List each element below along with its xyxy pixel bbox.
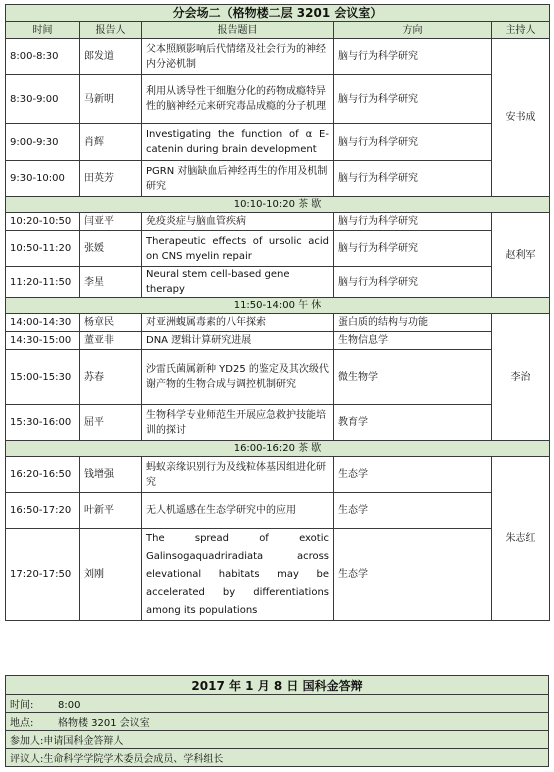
break-row [6, 298, 550, 314]
talk-speaker: 闫亚平 [80, 213, 142, 231]
talk-time: 8:00-8:30 [6, 39, 80, 75]
talk-time: 9:30-10:00 [6, 161, 80, 197]
talk-row [6, 332, 550, 350]
defense-label: 时间: [10, 700, 34, 711]
session-schedule-table [5, 4, 550, 621]
break-label: 11:50-14:00 午 休 [6, 298, 550, 314]
talk-field: 脑与行为科学研究 [334, 124, 492, 161]
talk-speaker: 叶新平 [80, 493, 142, 529]
talk-topic: 免疫炎症与脑血管疾病 [142, 213, 334, 231]
defense-label: 评议人: [10, 754, 44, 765]
talk-row [6, 267, 550, 298]
host-cell: 安书成 [492, 39, 550, 197]
talk-time: 11:20-11:50 [6, 267, 80, 298]
talk-row [6, 405, 550, 441]
defense-label: 参加人: [10, 736, 44, 747]
talk-time: 16:50-17:20 [6, 493, 80, 529]
talk-topic: 利用从诱导性干细胞分化的药物成瘾特异性的脑神经元来研究毒品成瘾的分子机理 [142, 75, 334, 124]
talk-field: 脑与行为科学研究 [334, 213, 492, 231]
talk-time: 14:30-15:00 [6, 332, 80, 350]
host-cell: 李治 [492, 314, 550, 441]
talk-field: 生物信息学 [334, 332, 492, 350]
talk-topic: Investigating the function of α E-catenin during brain development [142, 124, 334, 161]
talk-time: 17:20-17:50 [6, 529, 80, 621]
talk-field: 生态学 [334, 529, 492, 621]
talk-field: 生态学 [334, 457, 492, 493]
defense-title-row [6, 676, 549, 695]
header-host: 主持人 [492, 22, 550, 39]
host-cell: 赵利军 [492, 213, 550, 298]
talk-field: 教育学 [334, 405, 492, 441]
talk-field: 脑与行为科学研究 [334, 39, 492, 75]
talk-field: 脑与行为科学研究 [334, 75, 492, 124]
defense-label: 地点: [10, 718, 34, 729]
talk-field: 脑与行为科学研究 [334, 161, 492, 197]
talk-row [6, 457, 550, 493]
defense-value: 8:00 [58, 700, 81, 711]
talk-field: 脑与行为科学研究 [334, 267, 492, 298]
talk-speaker: 董亚非 [80, 332, 142, 350]
talk-time: 16:20-16:50 [6, 457, 80, 493]
talk-speaker: 屈平 [80, 405, 142, 441]
talk-row [6, 529, 550, 621]
talk-time: 14:00-14:30 [6, 314, 80, 332]
break-row [6, 441, 550, 457]
talk-field: 微生物学 [334, 350, 492, 405]
talk-speaker: 杨章民 [80, 314, 142, 332]
talk-topic: PGRN 对脑缺血后神经再生的作用及机制研究 [142, 161, 334, 197]
break-label: 16:00-16:20 茶 歇 [6, 441, 550, 457]
defense-row [6, 731, 549, 749]
talk-topic: 父本照顾影响后代情绪及社会行为的神经内分泌机制 [142, 39, 334, 75]
talk-topic: 无人机遥感在生态学研究中的应用 [142, 493, 334, 529]
talk-topic: Neural stem cell-based gene therapy [142, 267, 334, 298]
defense-row [6, 713, 549, 731]
talk-field: 蛋白质的结构与功能 [334, 314, 492, 332]
talk-speaker: 刘刚 [80, 529, 142, 621]
talk-time: 15:00-15:30 [6, 350, 80, 405]
talk-topic: Therapeutic effects of ursolic acid on CNS myelin repair [142, 231, 334, 267]
talk-topic: 沙雷氏菌属新种 YD25 的鉴定及其次级代谢产物的生物合成与调控机制研究 [142, 350, 334, 405]
defense-value: 申请国科金答辩人 [43, 736, 124, 747]
header-field: 方向 [334, 22, 492, 39]
talk-speaker: 苏春 [80, 350, 142, 405]
session-title-row [6, 5, 550, 22]
header-speaker: 报告人 [80, 22, 142, 39]
talk-topic: 蚂蚁亲缘识别行为及线粒体基因组进化研究 [142, 457, 334, 493]
break-row [6, 197, 550, 213]
header-row [6, 22, 550, 39]
defense-value: 生命科学学院学术委员会成员、学科组长 [43, 754, 224, 765]
talk-speaker: 田英芳 [80, 161, 142, 197]
break-label: 10:10-10:20 茶 歇 [6, 197, 550, 213]
talk-row [6, 350, 550, 405]
talk-field: 脑与行为科学研究 [334, 231, 492, 267]
talk-speaker: 郎发道 [80, 39, 142, 75]
defense-info-table [5, 675, 549, 767]
talk-speaker: 张媛 [80, 231, 142, 267]
talk-row [6, 39, 550, 75]
host-cell: 朱志红 [492, 457, 550, 621]
header-topic: 报告题目 [142, 22, 334, 39]
talk-time: 15:30-16:00 [6, 405, 80, 441]
defense-title: 2017 年 1 月 8 日 国科金答辩 [6, 676, 549, 695]
talk-speaker: 李星 [80, 267, 142, 298]
talk-row [6, 124, 550, 161]
talk-speaker: 钱增强 [80, 457, 142, 493]
header-time: 时间 [6, 22, 80, 39]
talk-topic: 对亚洲蝮属毒素的八年探索 [142, 314, 334, 332]
talk-time: 10:20-10:50 [6, 213, 80, 231]
talk-row [6, 314, 550, 332]
talk-speaker: 肖辉 [80, 124, 142, 161]
talk-time: 10:50-11:20 [6, 231, 80, 267]
talk-time: 9:00-9:30 [6, 124, 80, 161]
talk-topic: DNA 逻辑计算研究进展 [142, 332, 334, 350]
talk-field: 生态学 [334, 493, 492, 529]
talk-topic: 生物科学专业师范生开展应急救护技能培训的探讨 [142, 405, 334, 441]
talk-row [6, 75, 550, 124]
session-title: 分会场二（格物楼二层 3201 会议室） [6, 5, 550, 22]
defense-row [6, 695, 549, 713]
talk-row [6, 213, 550, 231]
talk-row [6, 231, 550, 267]
talk-time: 8:30-9:00 [6, 75, 80, 124]
defense-value: 格物楼 3201 会议室 [58, 718, 150, 729]
talk-speaker: 马新明 [80, 75, 142, 124]
talk-topic: The spread of exotic Galinsogaquadriradiata across elevational habitats may be accelerated by differentiations among its populations [142, 529, 334, 621]
defense-row [6, 749, 549, 767]
talk-row [6, 161, 550, 197]
talk-row [6, 493, 550, 529]
